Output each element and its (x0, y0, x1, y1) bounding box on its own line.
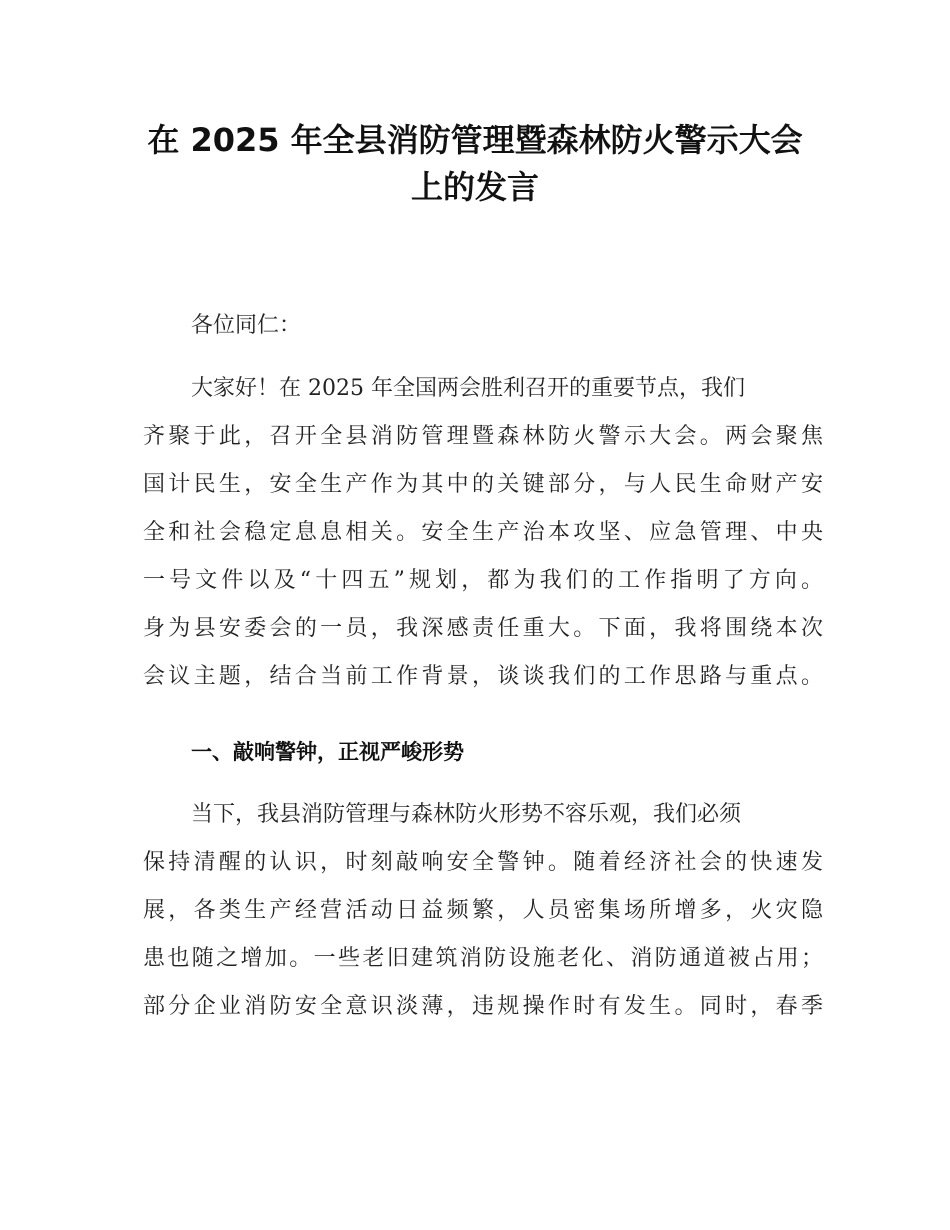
paragraph-1-line-7: 会议主题，结合当前工作背景，谈谈我们的工作思路与重点。 (143, 664, 823, 689)
document-title-line-1: 在 2025 年全县消防管理暨森林防火警示大会 (147, 121, 803, 159)
paragraph-2-line-4: 患也随之增加。一些老旧建筑消防设施老化、消防通道被占用； (143, 946, 823, 971)
paragraph-2-line-2: 保持清醒的认识，时刻敲响安全警钟。随着经济社会的快速发 (143, 850, 823, 875)
paragraph-1-line-2: 齐聚于此，召开全县消防管理暨森林防火警示大会。两会聚焦 (143, 424, 823, 449)
paragraph-2-line-1: 当下，我县消防管理与森林防火形势不容乐观，我们必须 (191, 802, 742, 827)
paragraph-1-line-4: 全和社会稳定息息相关。安全生产治本攻坚、应急管理、中央 (143, 520, 823, 545)
paragraph-1-line-1: 大家好！在 2025 年全国两会胜利召开的重要节点，我们 (191, 376, 745, 401)
paragraph-2-line-3: 展，各类生产经营活动日益频繁，人员密集场所增多，火灾隐 (143, 898, 823, 923)
paragraph-1-line-5: 一号文件以及“十四五”规划，都为我们的工作指明了方向。 (143, 568, 823, 593)
section-1-heading: 一、敲响警钟，正视严峻形势 (191, 740, 464, 764)
salutation: 各位同仁： (191, 313, 302, 338)
paragraph-1-line-3: 国计民生，安全生产作为其中的关键部分，与人民生命财产安 (143, 472, 823, 497)
paragraph-2-line-5: 部分企业消防安全意识淡薄，违规操作时有发生。同时，春季 (143, 994, 823, 1019)
document-title-line-2: 上的发言 (410, 168, 539, 206)
paragraph-1-line-6: 身为县安委会的一员，我深感责任重大。下面，我将围绕本次 (143, 616, 823, 641)
